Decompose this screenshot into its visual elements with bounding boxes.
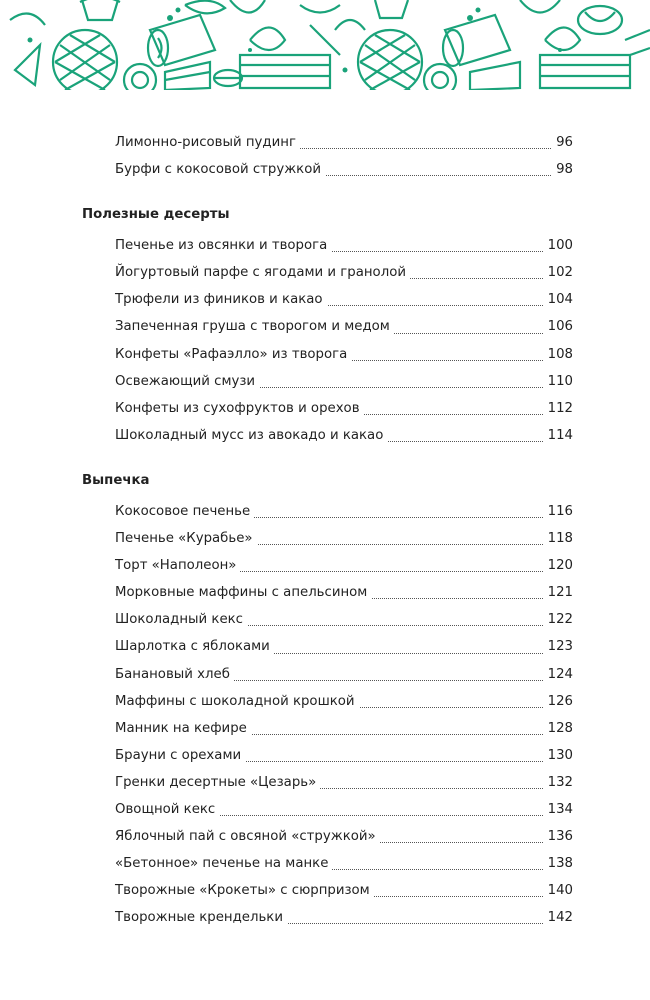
table-of-contents [82, 132, 572, 934]
toc-entry [115, 159, 573, 186]
toc-entry-page-number: 134 [544, 799, 573, 821]
toc-entry-page-number: 118 [544, 528, 573, 550]
toc-entry [115, 718, 573, 745]
toc-entry-title: Конфеты из сухофруктов и орехов [115, 398, 364, 420]
toc-entry [115, 316, 573, 343]
toc-entry [115, 853, 573, 880]
toc-entry-title: Творожные «Крокеты» с сюрпризом [115, 880, 374, 902]
toc-entry [115, 344, 573, 371]
toc-entry-page-number: 128 [544, 718, 573, 740]
toc-entry-page-number: 120 [544, 555, 573, 577]
toc-entry-page-number: 110 [544, 371, 573, 393]
toc-entry-page-number: 116 [544, 501, 573, 523]
toc-entry-page-number: 108 [544, 344, 573, 366]
toc-entry-title: Лимонно-рисовый пудинг [115, 132, 300, 154]
toc-entry [115, 528, 573, 555]
toc-entry-title: Овощной кекс [115, 799, 219, 821]
toc-entry-page-number: 114 [544, 425, 573, 447]
toc-entry [115, 289, 573, 316]
pastry-pattern-icon [0, 0, 650, 90]
pretzel-icon [230, 0, 285, 50]
toc-entry-title: Шоколадный мусс из авокадо и какао [115, 425, 387, 447]
toc-entry [115, 262, 573, 289]
toc-entry-page-number: 130 [544, 745, 573, 767]
pie-icon [53, 30, 117, 90]
toc-entry [115, 555, 573, 582]
toc-entry [115, 880, 573, 907]
cookie-icon [124, 64, 156, 90]
toc-entry [115, 501, 573, 528]
toc-entry-page-number: 138 [544, 853, 573, 875]
toc-entry-page-number: 122 [544, 609, 573, 631]
toc-entry-page-number: 140 [544, 880, 573, 902]
toc-entry-page-number: 123 [544, 636, 573, 658]
toc-entry-page-number: 142 [544, 907, 573, 929]
toc-entry [115, 745, 573, 772]
toc-entry [115, 132, 573, 159]
roll-cake-icon [148, 15, 215, 66]
toc-entry [115, 636, 573, 663]
toc-entry-page-number: 126 [544, 691, 573, 713]
toc-entry-title: Освежающий смузи [115, 371, 259, 393]
toc-entry-title: Банановый хлеб [115, 664, 234, 686]
toc-entry-title: Кокосовое печенье [115, 501, 254, 523]
toc-entry [115, 371, 573, 398]
pie-icon [358, 30, 422, 90]
toc-entry [115, 664, 573, 691]
section-heading: Полезные десерты [82, 207, 230, 223]
toc-entry-title: Печенье «Курабье» [115, 528, 257, 550]
toc-entry-title: Йогуртовый парфе с ягодами и гранолой [115, 262, 410, 284]
toc-entry-title: Манник на кефире [115, 718, 251, 740]
toc-entry-page-number: 121 [544, 582, 573, 604]
toc-entry-title: Брауни с орехами [115, 745, 245, 767]
toc-entry-page-number: 96 [552, 132, 573, 154]
macaron-icon [214, 70, 242, 86]
toc-entry-title: Конфеты «Рафаэлло» из творога [115, 344, 351, 366]
toc-entry-title: Творожные крендельки [115, 907, 287, 929]
toc-entry [115, 826, 573, 853]
toc-entry [115, 691, 573, 718]
toc-entry-title: Шоколадный кекс [115, 609, 247, 631]
toc-entry-page-number: 104 [544, 289, 573, 311]
toc-entry [115, 907, 573, 934]
section-heading: Выпечка [82, 472, 150, 488]
toc-entry-title: Печенье из овсянки и творога [115, 235, 331, 257]
toc-entry-title: Трюфели из фиников и какао [115, 289, 327, 311]
toc-entry-title: Запеченная груша с творогом и медом [115, 316, 394, 338]
toc-entry-page-number: 132 [544, 772, 573, 794]
toc-entry-title: Гренки десертные «Цезарь» [115, 772, 320, 794]
toc-entry-page-number: 112 [544, 398, 573, 420]
cake-slice-icon [165, 62, 210, 90]
toc-entry [115, 582, 573, 609]
toc-entry-page-number: 124 [544, 664, 573, 686]
toc-entry-title: Маффины с шоколадной крошкой [115, 691, 359, 713]
cupcake-icon [80, 0, 120, 20]
toc-entry-page-number: 102 [544, 262, 573, 284]
toc-sections [82, 204, 572, 934]
toc-entry [115, 425, 573, 452]
toc-entry [115, 398, 573, 425]
decorative-banner [0, 0, 650, 90]
toc-entry-title: Морковные маффины с апельсином [115, 582, 371, 604]
toc-entry-title: Шарлотка с яблоками [115, 636, 274, 658]
toc-entry-title: Торт «Наполеон» [115, 555, 240, 577]
toc-intro-list [82, 132, 572, 186]
toc-entry-title: Яблочный пай с овсяной «стружкой» [115, 826, 380, 848]
toc-entry-title: Бурфи с кокосовой стружкой [115, 159, 325, 181]
toc-entry-page-number: 98 [552, 159, 573, 181]
toc-entry [115, 235, 573, 262]
toc-entry [115, 609, 573, 636]
toc-entry-page-number: 106 [544, 316, 573, 338]
toc-entry-page-number: 100 [544, 235, 573, 257]
toc-entry [115, 799, 573, 826]
toc-entry [115, 772, 573, 799]
toc-entry-page-number: 136 [544, 826, 573, 848]
toc-entry-title: «Бетонное» печенье на манке [115, 853, 332, 875]
